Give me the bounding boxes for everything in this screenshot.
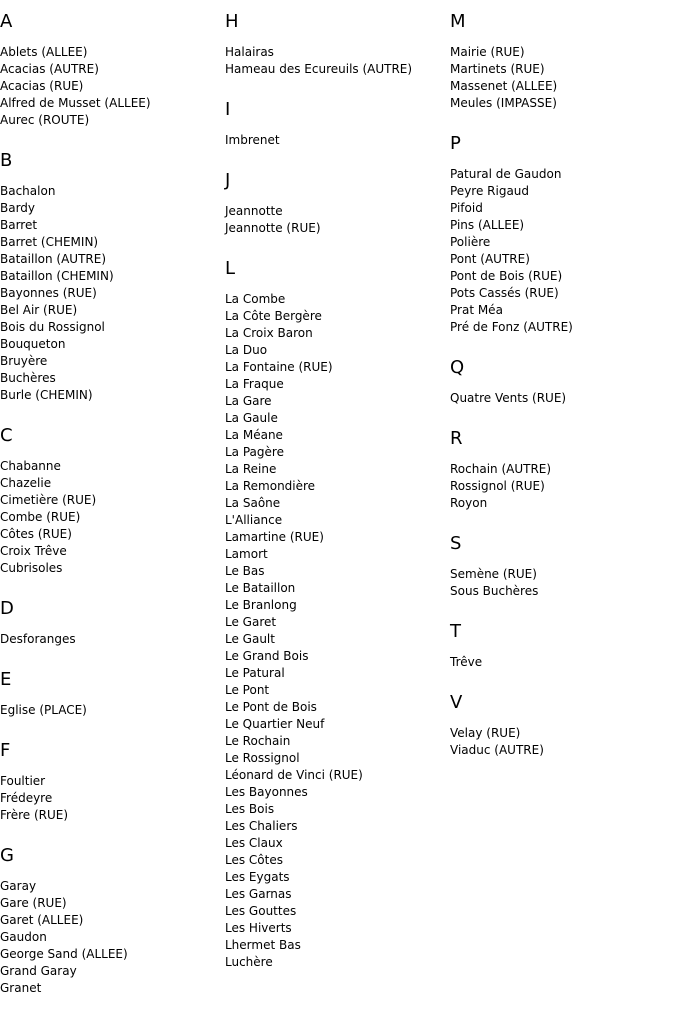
street-link[interactable]: Le Pont de Bois <box>225 700 317 714</box>
street-link[interactable]: Lamort <box>225 547 268 561</box>
letter-group <box>0 424 220 577</box>
letter-group <box>0 149 220 404</box>
street-link[interactable]: Frédeyre <box>0 791 53 805</box>
street-link[interactable]: Le Branlong <box>225 598 297 612</box>
street-list <box>450 566 670 600</box>
street-link[interactable]: Prat Méa <box>450 303 503 317</box>
street-link[interactable]: Les Bayonnes <box>225 785 308 799</box>
street-link[interactable]: Pots Cassés (RUE) <box>450 286 559 300</box>
street-link[interactable]: Ablets (ALLEE) <box>0 45 88 59</box>
street-link[interactable]: Royon <box>450 496 488 510</box>
street-link[interactable]: Bel Air (RUE) <box>0 303 78 317</box>
street-link[interactable]: Barret <box>0 218 38 232</box>
street-link[interactable]: Les Chaliers <box>225 819 298 833</box>
street-list <box>0 44 220 129</box>
street-link[interactable]: Foultier <box>0 774 46 788</box>
street-link[interactable]: Frère (RUE) <box>0 808 69 822</box>
letter-group <box>225 10 445 78</box>
letter-group <box>0 844 220 997</box>
street-link[interactable]: Granet <box>0 981 42 995</box>
street-link[interactable]: Les Garnas <box>225 887 292 901</box>
street-link[interactable]: Garay <box>0 879 37 893</box>
street-link[interactable]: Les Hiverts <box>225 921 292 935</box>
letter-heading: M <box>450 11 466 32</box>
letter-heading: F <box>0 740 11 761</box>
letter-heading: G <box>0 845 14 866</box>
letter-heading: J <box>225 170 231 191</box>
street-link[interactable]: Bois du Rossignol <box>0 320 105 334</box>
letter-group <box>0 739 220 824</box>
street-link[interactable]: Rossignol (RUE) <box>450 479 545 493</box>
street-link[interactable]: George Sand (ALLEE) <box>0 947 128 961</box>
street-link[interactable]: Bachalon <box>0 184 56 198</box>
street-link[interactable]: Bataillon (AUTRE) <box>0 252 107 266</box>
street-link[interactable]: Pifoid <box>450 201 483 215</box>
street-link[interactable]: Gare (RUE) <box>0 896 67 910</box>
letter-group <box>0 597 220 648</box>
index-column <box>450 10 670 779</box>
letter-heading: L <box>225 258 236 279</box>
street-link[interactable]: Les Bois <box>225 802 275 816</box>
street-link[interactable]: Bardy <box>0 201 36 215</box>
letter-heading: S <box>450 533 462 554</box>
street-list <box>0 183 220 404</box>
street-link[interactable]: La Fraque <box>225 377 284 391</box>
street-link[interactable]: Le Quartier Neuf <box>225 717 325 731</box>
street-link[interactable]: Chazelie <box>0 476 52 490</box>
street-link[interactable]: Viaduc (AUTRE) <box>450 743 544 757</box>
street-link[interactable]: Jeannotte <box>225 204 283 218</box>
street-link[interactable]: Croix Trêve <box>0 544 67 558</box>
street-link[interactable]: Le Gault <box>225 632 275 646</box>
street-link[interactable]: Les Eygats <box>225 870 290 884</box>
letter-heading: A <box>0 11 13 32</box>
street-link[interactable]: Bruyère <box>0 354 48 368</box>
street-link[interactable]: La Reine <box>225 462 277 476</box>
street-link[interactable]: Bouqueton <box>0 337 66 351</box>
letter-group <box>450 356 670 407</box>
street-link[interactable]: Semène (RUE) <box>450 567 537 581</box>
letter-heading: R <box>450 428 463 449</box>
street-link[interactable]: Acacias (AUTRE) <box>0 62 99 76</box>
letter-group <box>450 691 670 759</box>
street-link[interactable]: Côtes (RUE) <box>0 527 72 541</box>
street-link[interactable]: Les Claux <box>225 836 283 850</box>
street-link[interactable]: Pins (ALLEE) <box>450 218 525 232</box>
street-link[interactable]: La Remondière <box>225 479 316 493</box>
street-link[interactable]: Le Bataillon <box>225 581 296 595</box>
street-link[interactable]: Martinets (RUE) <box>450 62 545 76</box>
street-link[interactable]: La Gare <box>225 394 272 408</box>
street-link[interactable]: Cimetière (RUE) <box>0 493 97 507</box>
street-link[interactable]: La Combe <box>225 292 286 306</box>
street-link[interactable]: Acacias (RUE) <box>0 79 84 93</box>
street-link[interactable]: L'Alliance <box>225 513 283 527</box>
street-link[interactable]: Léonard de Vinci (RUE) <box>225 768 363 782</box>
street-list <box>0 878 220 997</box>
street-link[interactable]: Massenet (ALLEE) <box>450 79 558 93</box>
street-link[interactable]: Les Gouttes <box>225 904 297 918</box>
street-link[interactable]: Garet (ALLEE) <box>0 913 84 927</box>
street-link[interactable]: La Duo <box>225 343 268 357</box>
street-link[interactable]: Patural de Gaudon <box>450 167 562 181</box>
letter-heading: H <box>225 11 239 32</box>
street-link[interactable]: Gaudon <box>0 930 47 944</box>
street-list <box>0 631 220 648</box>
street-link[interactable]: La Méane <box>225 428 283 442</box>
letter-group <box>225 98 445 149</box>
letter-group <box>0 668 220 719</box>
street-link[interactable]: Aurec (ROUTE) <box>0 113 90 127</box>
street-link[interactable]: Meules (IMPASSE) <box>450 96 557 110</box>
letter-heading: I <box>225 99 231 120</box>
letter-heading: C <box>0 425 13 446</box>
street-link[interactable]: Burle (CHEMIN) <box>0 388 93 402</box>
street-list <box>0 458 220 577</box>
street-link[interactable]: Alfred de Musset (ALLEE) <box>0 96 151 110</box>
street-link[interactable]: Quatre Vents (RUE) <box>450 391 567 405</box>
street-link[interactable]: Trêve <box>450 655 483 669</box>
letter-heading: D <box>0 598 14 619</box>
street-link[interactable]: La Côte Bergère <box>225 309 322 323</box>
letter-group <box>225 169 445 237</box>
street-link[interactable]: Grand Garay <box>0 964 77 978</box>
street-link[interactable]: Pont (AUTRE) <box>450 252 530 266</box>
street-link[interactable]: Le Rossignol <box>225 751 300 765</box>
letter-group <box>450 132 670 336</box>
street-link[interactable]: Pont de Bois (RUE) <box>450 269 563 283</box>
street-link[interactable]: Barret (CHEMIN) <box>0 235 99 249</box>
street-list <box>450 44 670 112</box>
letter-heading: V <box>450 692 463 713</box>
street-link[interactable]: Combe (RUE) <box>0 510 81 524</box>
street-link[interactable]: Les Côtes <box>225 853 283 867</box>
letter-group <box>225 257 445 971</box>
street-link[interactable]: Mairie (RUE) <box>450 45 525 59</box>
street-link[interactable]: Le Garet <box>225 615 277 629</box>
street-link[interactable]: Peyre Rigaud <box>450 184 530 198</box>
index-column <box>0 10 220 1017</box>
street-link[interactable]: Imbrenet <box>225 133 280 147</box>
letter-heading: Q <box>450 357 465 378</box>
street-link[interactable]: Desforanges <box>0 632 76 646</box>
street-link[interactable]: Sous Buchères <box>450 584 539 598</box>
street-list <box>225 203 445 237</box>
letter-heading: B <box>0 150 13 171</box>
street-link[interactable]: Polière <box>450 235 491 249</box>
street-link[interactable]: Lamartine (RUE) <box>225 530 324 544</box>
street-link[interactable]: Rochain (AUTRE) <box>450 462 552 476</box>
street-link[interactable]: Pré de Fonz (AUTRE) <box>450 320 573 334</box>
index-column <box>225 10 445 991</box>
street-list <box>225 291 445 971</box>
street-link[interactable]: Hameau des Ecureuils (AUTRE) <box>225 62 413 76</box>
street-link[interactable]: La Fontaine (RUE) <box>225 360 333 374</box>
street-list <box>0 773 220 824</box>
letter-group <box>450 620 670 671</box>
street-link[interactable]: Cubrisoles <box>0 561 63 575</box>
letter-group <box>450 427 670 512</box>
street-link[interactable]: La Gaule <box>225 411 278 425</box>
street-link[interactable]: La Pagère <box>225 445 284 459</box>
letter-heading: P <box>450 133 461 154</box>
street-list <box>450 654 670 671</box>
street-link[interactable]: La Saône <box>225 496 281 510</box>
street-list <box>0 702 220 719</box>
street-list <box>450 725 670 759</box>
street-link[interactable]: Halairas <box>225 45 274 59</box>
letter-heading: T <box>450 621 461 642</box>
street-link[interactable]: Velay (RUE) <box>450 726 521 740</box>
street-link[interactable]: Le Bas <box>225 564 265 578</box>
street-link[interactable]: Le Patural <box>225 666 285 680</box>
street-link[interactable]: Bayonnes (RUE) <box>0 286 97 300</box>
street-list <box>450 461 670 512</box>
letter-group <box>450 10 670 112</box>
street-list <box>225 44 445 78</box>
street-list <box>450 166 670 336</box>
street-link[interactable]: Luchère <box>225 955 273 969</box>
letter-group <box>0 10 220 129</box>
street-link[interactable]: Chabanne <box>0 459 61 473</box>
letter-heading: E <box>0 669 12 690</box>
street-link[interactable]: Jeannotte (RUE) <box>225 221 321 235</box>
street-link[interactable]: Buchères <box>0 371 56 385</box>
street-link[interactable]: Lhermet Bas <box>225 938 301 952</box>
street-list <box>450 390 670 407</box>
street-list <box>225 132 445 149</box>
street-link[interactable]: Bataillon (CHEMIN) <box>0 269 114 283</box>
street-link[interactable]: Le Grand Bois <box>225 649 309 663</box>
street-link[interactable]: La Croix Baron <box>225 326 313 340</box>
letter-group <box>450 532 670 600</box>
street-link[interactable]: Le Pont <box>225 683 270 697</box>
street-link[interactable]: Eglise (PLACE) <box>0 703 87 717</box>
street-link[interactable]: Le Rochain <box>225 734 291 748</box>
